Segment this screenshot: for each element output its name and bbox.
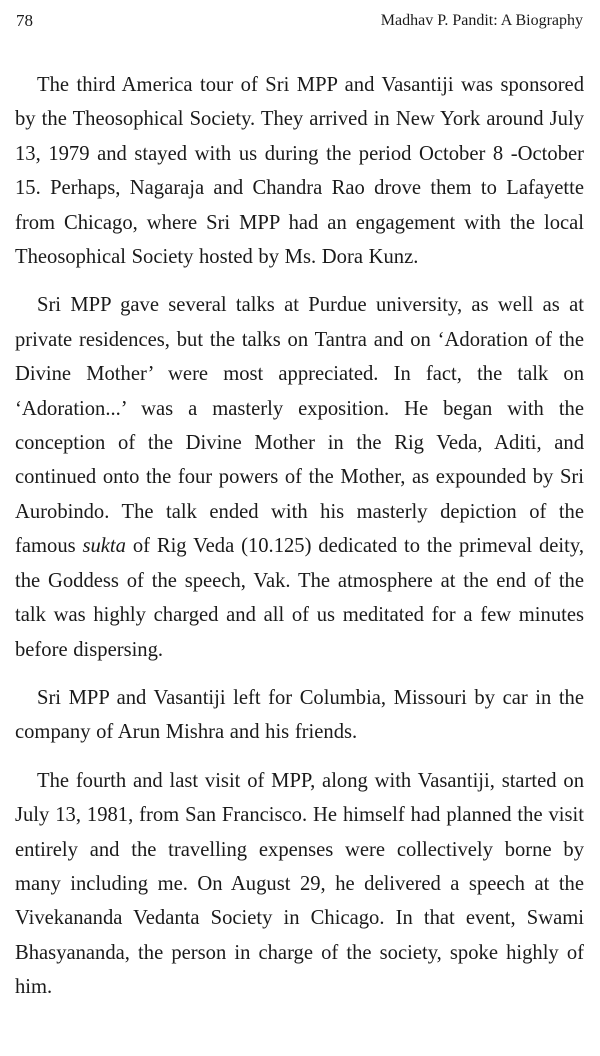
paragraph-text: Sri MPP and Vasantiji left for Columbia, Missouri by car in the company of Arun Mishra and his friends. — [15, 686, 584, 744]
paragraph-text: The third America tour of Sri MPP and Vasantiji was sponsored by the Theosophical Society. They arrived in New York around July 13, 1979 and stayed with us during the period October 8 -October 15. Perhaps, Nagaraja and Chandra Rao drove them to Lafayette from Chicago, where Sri MPP had an engagement with the local Theosophical Society hosted by Ms. Dora Kunz. — [15, 74, 584, 269]
page-number: 78 — [16, 11, 33, 30]
paragraph-columbia-departure — [15, 681, 584, 750]
paragraph-text: Sri MPP gave several talks at Purdue university, as well as at private residences, but the talks on Tantra and on ‘Adoration of the Divine Mother’ were most appreciated. In fact, the talk on ‘Adoration...’ was a masterly exposition. He began with the conception of the Divine Mother in the Rig Veda, Aditi, and continued onto the four powers of the Mother, as expounded by Sri Aurobindo. The talk ended with his masterly depiction of the famous — [15, 294, 584, 558]
running-title: Madhav P. Pandit: A Biography — [380, 12, 583, 29]
paragraph-text-continued: of Rig Veda (10.125) dedicated to the primeval deity, the Goddess of the speech, Vak. The atmosphere at the end of the talk was highly charged and all of us meditated for a few minutes before dispersing. — [15, 535, 584, 661]
body-text — [15, 68, 584, 1019]
paragraph-purdue-talks — [15, 288, 584, 666]
paragraph-text: The fourth and last visit of MPP, along with Vasantiji, started on July 13, 1981, from San Francisco. He himself had planned the visit entirely and the travelling expenses were collectively borne by many including me. On August 29, he delivered a speech at the Vivekananda Vedanta Society in Chicago. In that event, Swami Bhasyananda, the person in charge of the society, spoke highly of him. — [15, 769, 584, 999]
paragraph-fourth-visit — [15, 764, 584, 1005]
italic-term: sukta — [82, 535, 126, 558]
page-header — [16, 8, 583, 34]
paragraph-third-tour — [15, 68, 584, 274]
